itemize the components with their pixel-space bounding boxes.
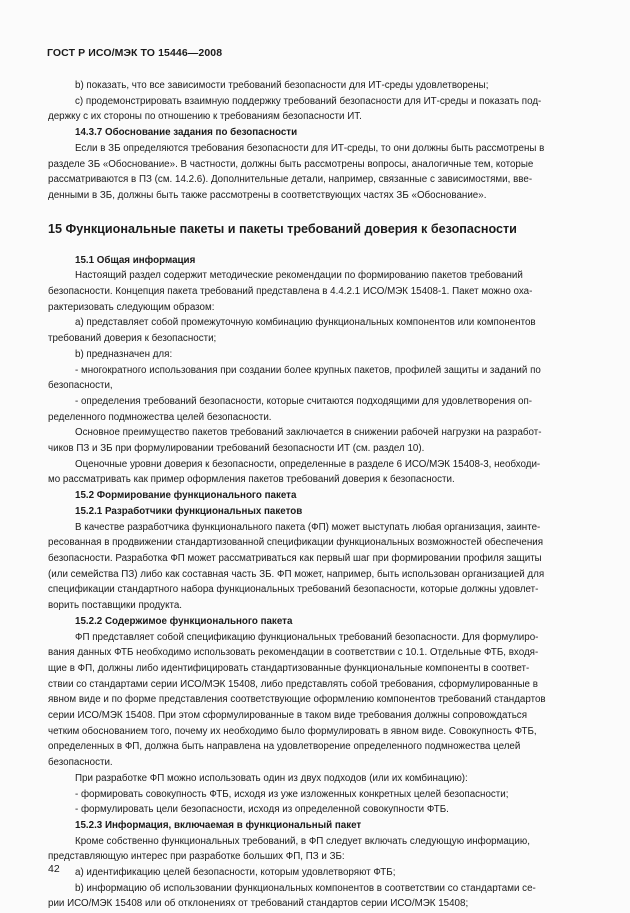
paragraph-line: Оценочные уровни доверия к безопасности, определенные в разделе 6 ИСО/МЭК 15408-3, необходи- [75,458,541,470]
paragraph-line: Основное преимущество пакетов требований заключается в снижении рабочей нагрузки на разработ- [75,427,542,439]
text-line: вания данных ФТБ необходимо использовать рекомендации в соответствии с 10.1. Отдельные ФТБ, входя- [48,647,539,659]
section-heading: 15 Функциональные пакеты и пакеты требований доверия к безопасности [48,221,517,236]
text-line: четким обоснованием того, почему их необходимо было формулировать в явном виде. Совокупность ФТБ, [48,725,537,737]
subsection-heading: 15.2.2 Содержимое функционального пакета [75,615,293,627]
text-line: мо рассматривать как пример оформления пакетов требований доверия к безопасности. [48,474,455,486]
text-line: безопасности, [48,380,113,392]
text-line: ределенного подмножества целей безопасности. [48,411,272,423]
text-line: щие в ФП, должны либо идентифицировать стандартизованные функциональные компоненты в соответ- [48,662,530,674]
text-line: рактеризовать следующим образом: [48,301,215,313]
page-body [48,78,594,912]
text-line: (или семейства ПЗ) либо как составная часть ЗБ. ФП может, например, быть использован организацией для [48,568,545,580]
subsection-heading: 15.2.3 Информация, включаемая в функциональный пакет [75,819,362,831]
text-line: денными в ЗБ, должны быть также рассмотрены в соответствующих частях ЗБ «Обоснование». [48,189,487,201]
text-line: рассматриваются в ПЗ (см. 14.2.6). Дополнительные детали, например, связанные с зависимостями, вве- [48,174,533,186]
text-line: разделе ЗБ «Обоснование». В частности, должны быть рассмотрены вопросы, аналогичные тем, которые [48,158,534,170]
text-line: чиков ПЗ и ЗБ при формулировании требований безопасности ИТ (см. раздел 10). [48,443,425,455]
subsection-heading: 15.2.1 Разработчики функциональных пакетов [75,505,303,517]
text-line: серии ИСО/МЭК 15408. При этом сформулированные в таком виде требования должны сопровождаться [48,710,528,722]
text-line: безопасности. Разработка ФП может рассматриваться как первый шаг при формировании профиля защиты [48,552,542,564]
list-item: b) предназначен для: [75,348,173,360]
list-item: - формировать совокупность ФТБ, исходя из уже изложенных конкретных целей безопасности; [75,788,509,800]
paragraph-line: В качестве разработчика функционального пакета (ФП) может выступать любая организация, заинте- [75,521,541,533]
paragraph-line: ФП представляет собой спецификацию функциональных требований безопасности. Для формулиро- [75,631,539,643]
list-item: b) информацию об использовании функциональных компонентов в соответствии со стандартами се- [75,882,536,894]
text-line: ресованная в продвижении стандартизованной спецификации функциональных возможностей обеспечения [48,537,544,549]
subsection-heading: 14.3.7 Обоснование задания по безопасности [75,127,298,139]
text-line: безопасности. Концепция пакета требований представлена в 4.4.2.1 ИСО/МЭК 15408-1. Пакет можно оха- [48,286,533,298]
list-item: - формулировать цели безопасности, исходя из определенной совокупности ФТБ. [75,804,449,816]
text-line: явном виде и по форме представления соответствующие оформлению компонентов требований стандартов [48,694,546,706]
text-line: спецификации стандартного набора функциональных требований безопасности, которые должны удовлет- [48,584,539,596]
subsection-heading: 15.1 Общая информация [75,254,196,266]
list-item: а) идентификацию целей безопасности, которым удовлетворяют ФТБ; [75,867,396,879]
text-line: держку с их стороны по отношению к требованиям безопасности ИТ. [48,111,362,123]
paragraph-line: При разработке ФП можно использовать один из двух подходов (или их комбинацию): [75,772,468,784]
list-item: - многократного использования при создании более крупных пакетов, профилей защиты и заданий по [75,364,541,376]
text-line: определенных в ФП, должна быть направлена на удовлетворение определенного подмножества целей [48,741,521,753]
list-item: а) представляет собой промежуточную комбинацию функциональных компонентов или компонентов [75,317,536,329]
paragraph-line: Кроме собственно функциональных требований, в ФП следует включать следующую информацию, [75,835,530,847]
paragraph-line: Если в ЗБ определяются требования безопасности для ИТ-среды, то они должны быть рассмотрены в [75,142,545,154]
text-line: представляющую интерес при разработке больших ФП, ПЗ и ЗБ: [48,851,345,863]
list-item: - определения требований безопасности, которые считаются подходящими для удовлетворения оп- [75,395,533,407]
subsection-heading: 15.2 Формирование функционального пакета [75,490,297,502]
text-line: ствии со стандартами серии ИСО/МЭК 15408, либо представлять собой требования, сформулированные в [48,678,538,690]
paragraph-line: Настоящий раздел содержит методические рекомендации по формированию пакетов требований [75,270,523,282]
page-number: 42 [48,863,60,875]
text-line: безопасности. [48,757,113,769]
document-header: ГОСТ Р ИСО/МЭК ТО 15446—2008 [47,47,223,59]
list-item: с) продемонстрировать взаимную поддержку требований безопасности для ИТ-среды и показать под- [75,95,542,107]
text-line: ворить поставщики продукта. [48,600,183,612]
list-item: b) показать, что все зависимости требований безопасности для ИТ-среды удовлетворены; [75,80,489,91]
text-line: требований доверия к безопасности; [48,333,217,345]
text-line: рии ИСО/МЭК 15408 или об отклонениях от требований стандартов серии ИСО/МЭК 15408; [48,898,469,910]
